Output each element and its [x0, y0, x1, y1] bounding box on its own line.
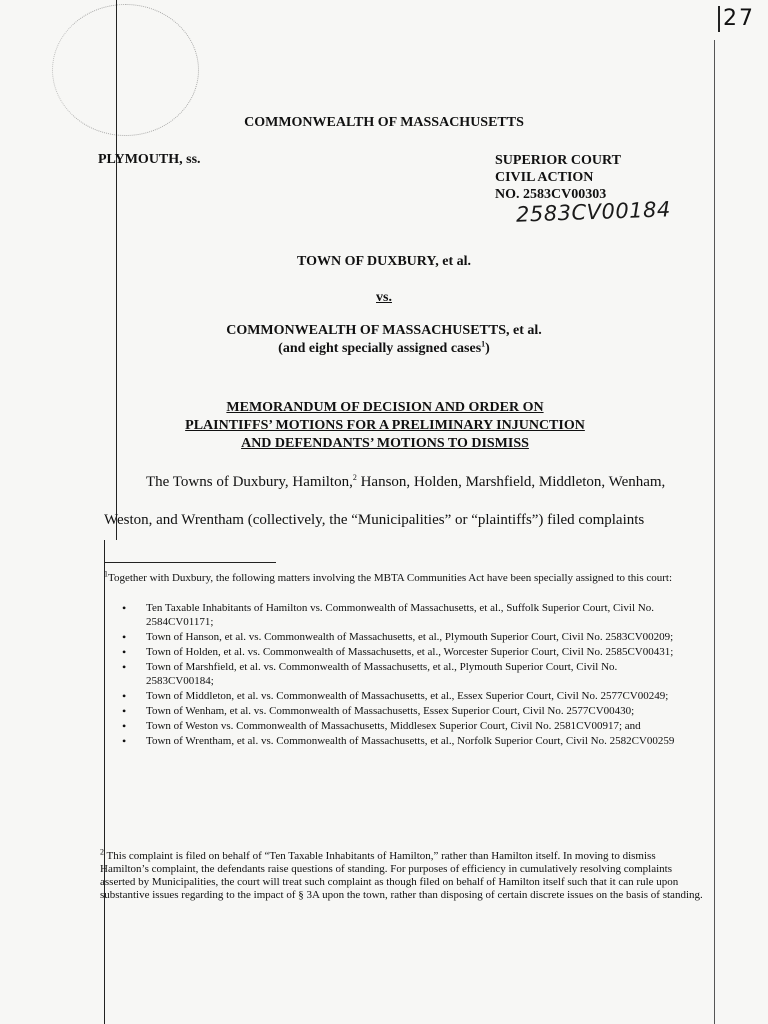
defendant-name: COMMONWEALTH OF MASSACHUSETTS, et al. [226, 323, 542, 338]
footnote-1-list [104, 601, 704, 749]
body-line-1: The Towns of Duxbury, Hamilton,$^2$ Hanson, Holden, Marshfield, Middleton, Wenham, [146, 473, 666, 490]
caption-title: COMMONWEALTH OF MASSACHUSETTS [244, 115, 524, 130]
list-item: • Town of Holden, et al. vs. Commonwealth of Massachusetts, et al., Worcester Superior Court, Civil No. 2585CV00431; [104, 645, 704, 659]
court-line: CIVIL ACTION [495, 170, 594, 185]
specially-assigned-note: (and eight specially assigned cases$^1$) [278, 339, 490, 356]
memo-title-line: PLAINTIFFS’ MOTIONS FOR A PRELIMINARY INJUNCTION [185, 418, 585, 433]
handwritten-docket-number: 2583CV00184 [515, 197, 672, 227]
memo-title-line: AND DEFENDANTS’ MOTIONS TO DISMISS [241, 436, 529, 451]
court-line: SUPERIOR COURT [495, 153, 621, 168]
list-item: • Town of Wrentham, et al. vs. Commonwealth of Massachusetts, et al., Norfolk Superior Court, Civil No. 2582CV00259 [104, 734, 704, 748]
list-item: • Town of Marshfield, et al. vs. Commonwealth of Massachusetts, et al., Plymouth Superior Court, Civil No. 2583CV00184; [104, 660, 704, 688]
list-item: • Ten Taxable Inhabitants of Hamilton vs. Commonwealth of Massachusetts, et al., Suffolk Superior Court, Civil No. 2584CV01171; [104, 601, 704, 629]
footnote-1-intro: $^1$Together with Duxbury, the following matters involving the MBTA Communities Act have been specially assigned to this court: [104, 569, 673, 584]
plaintiff-party: TOWN OF DUXBURY, et al. [297, 254, 471, 269]
court-block [495, 152, 621, 203]
handwritten-page-number: 27 [718, 6, 755, 32]
memorandum-title [150, 399, 620, 453]
docket-number: NO. 2583CV00303 [495, 187, 607, 202]
county: PLYMOUTH, ss. [98, 152, 201, 167]
footnote-2: $^2$ This complaint is filed on behalf of “Ten Taxable Inhabitants of Hamilton,” rather than Hamilton itself. In moving to dismiss Hamilton’s complaint, the defendants raise questions of standing. For purposes of efficiency in cumulatively resolving complaints asserted by Municipalities, the court will treat such complaint as though filed on behalf of Hamilton itself such that it can rule upon substantive issues regarding to the impact of § 3A upon the town, rather than disposing of certain discrete issues on the basis of standing. [100, 847, 703, 901]
versus: vs. [376, 290, 392, 305]
body-line-2: Weston, and Wrentham (collectively, the “Municipalities” or “plaintiffs”) filed complaints [104, 512, 645, 528]
defendant-party [0, 322, 768, 358]
list-item: • Town of Weston vs. Commonwealth of Massachusetts, Middlesex Superior Court, Civil No. 2581CV00917; and [104, 719, 704, 733]
list-item: • Town of Hanson, et al. vs. Commonwealth of Massachusetts, et al., Plymouth Superior Court, Civil No. 2583CV00209; [104, 630, 704, 644]
footnote-separator [104, 562, 276, 563]
list-item: • Town of Middleton, et al. vs. Commonwealth of Massachusetts, et al., Essex Superior Court, Civil No. 2577CV00249; [104, 689, 704, 703]
list-item: • Town of Wenham, et al. vs. Commonwealth of Massachusetts, Essex Superior Court, Civil No. 2577CV00430; [104, 704, 704, 718]
right-margin-line [714, 40, 715, 1024]
memo-title-line: MEMORANDUM OF DECISION AND ORDER ON [226, 400, 544, 415]
left-margin-line [116, 0, 117, 540]
